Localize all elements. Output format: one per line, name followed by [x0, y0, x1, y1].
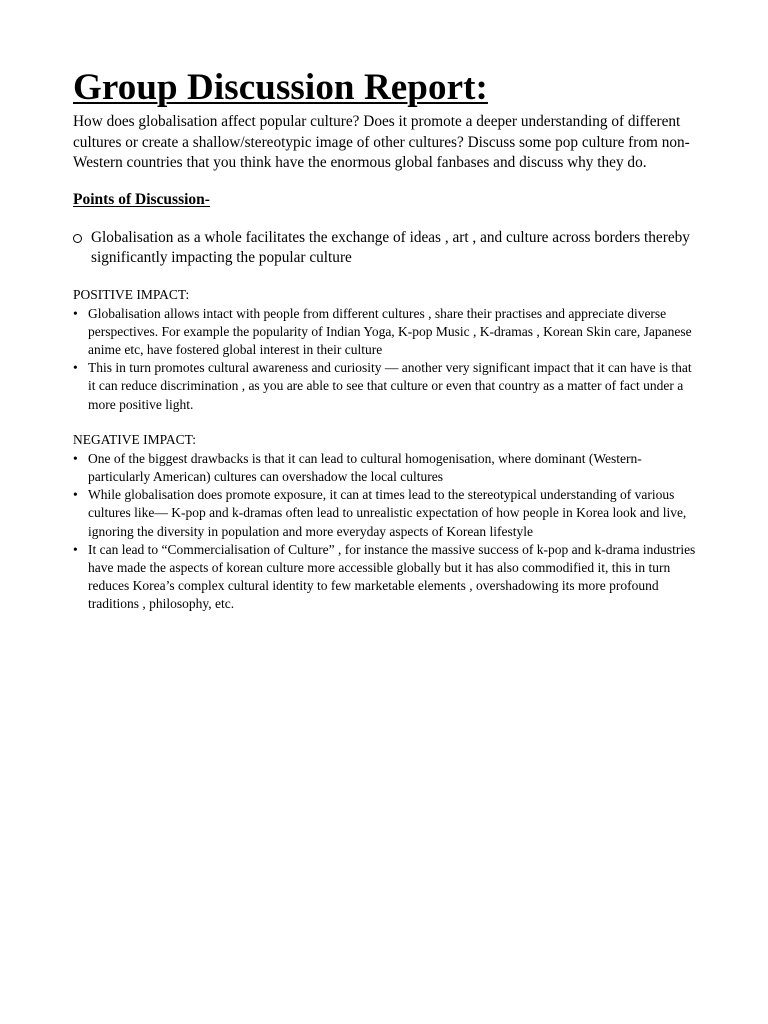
list-item [73, 541, 698, 614]
list-item [73, 486, 698, 541]
bullet-icon: • [73, 487, 78, 503]
list-item-text: It can lead to “Commercialisation of Culture” , for instance the massive success of k-pop and k-drama industries have made the aspects of korean culture more accessible globally but it has also commodified it, this in turn reduces Korea’s complex cultural identity to few marketable elements , overshadowing its more profound traditions , philosophy, etc. [88, 541, 696, 612]
positive-impact-list [73, 305, 698, 414]
bullet-icon: • [73, 360, 78, 376]
list-item-text: This in turn promotes cultural awareness and curiosity — another very significant impact that it can have is that it can reduce discrimination , as you are able to see that culture or even that country as a matter of fact under a more positive light. [88, 360, 692, 412]
points-heading: Points of Discussion- [73, 190, 210, 208]
negative-impact-list [73, 450, 698, 614]
main-point-text: Globalisation as a whole facilitates the exchange of ideas , art , and culture across borders thereby significantly impacting the popular culture [91, 228, 690, 266]
list-item [73, 359, 698, 414]
discussion-question: How does globalisation affect popular culture? Does it promote a deeper understanding of different cultures or create a shallow/stereotypic image of other cultures? Discuss some pop culture from non-Western countries that you think have the enormous global fanbases and discuss why they do. [73, 113, 690, 171]
page-title: Group Discussion Report: [73, 67, 488, 108]
bullet-icon: • [73, 450, 78, 466]
list-item [73, 305, 698, 360]
positive-impact-heading: POSITIVE IMPACT: [73, 286, 190, 302]
negative-impact-heading: NEGATIVE IMPACT: [73, 431, 196, 447]
list-item-text: One of the biggest drawbacks is that it can lead to cultural homogenisation, where dominant (Western- particularly American) cultures can overshadow the local cultures [88, 450, 642, 484]
main-point-list [73, 228, 698, 269]
list-item [73, 450, 698, 486]
list-item-text: Globalisation allows intact with people from different cultures , share their practises and appreciate diverse perspectives. For example the popularity of Indian Yoga, K-pop Music , K-dramas , Korean Skin care, Japanese anime etc, have fostered global interest in their culture [88, 305, 692, 357]
bullet-icon: • [73, 541, 78, 557]
circle-bullet-icon [73, 234, 82, 243]
document-page [73, 66, 698, 614]
list-item-text: While globalisation does promote exposure, it can at times lead to the stereotypical understanding of various cultures like— K-pop and k-dramas often lead to unrealistic expectation of how people in Korea look and live, ignoring the diversity in population and more everyday aspects of Korean lifestyle [88, 487, 687, 539]
bullet-icon: • [73, 305, 78, 321]
main-point-item [73, 228, 698, 269]
